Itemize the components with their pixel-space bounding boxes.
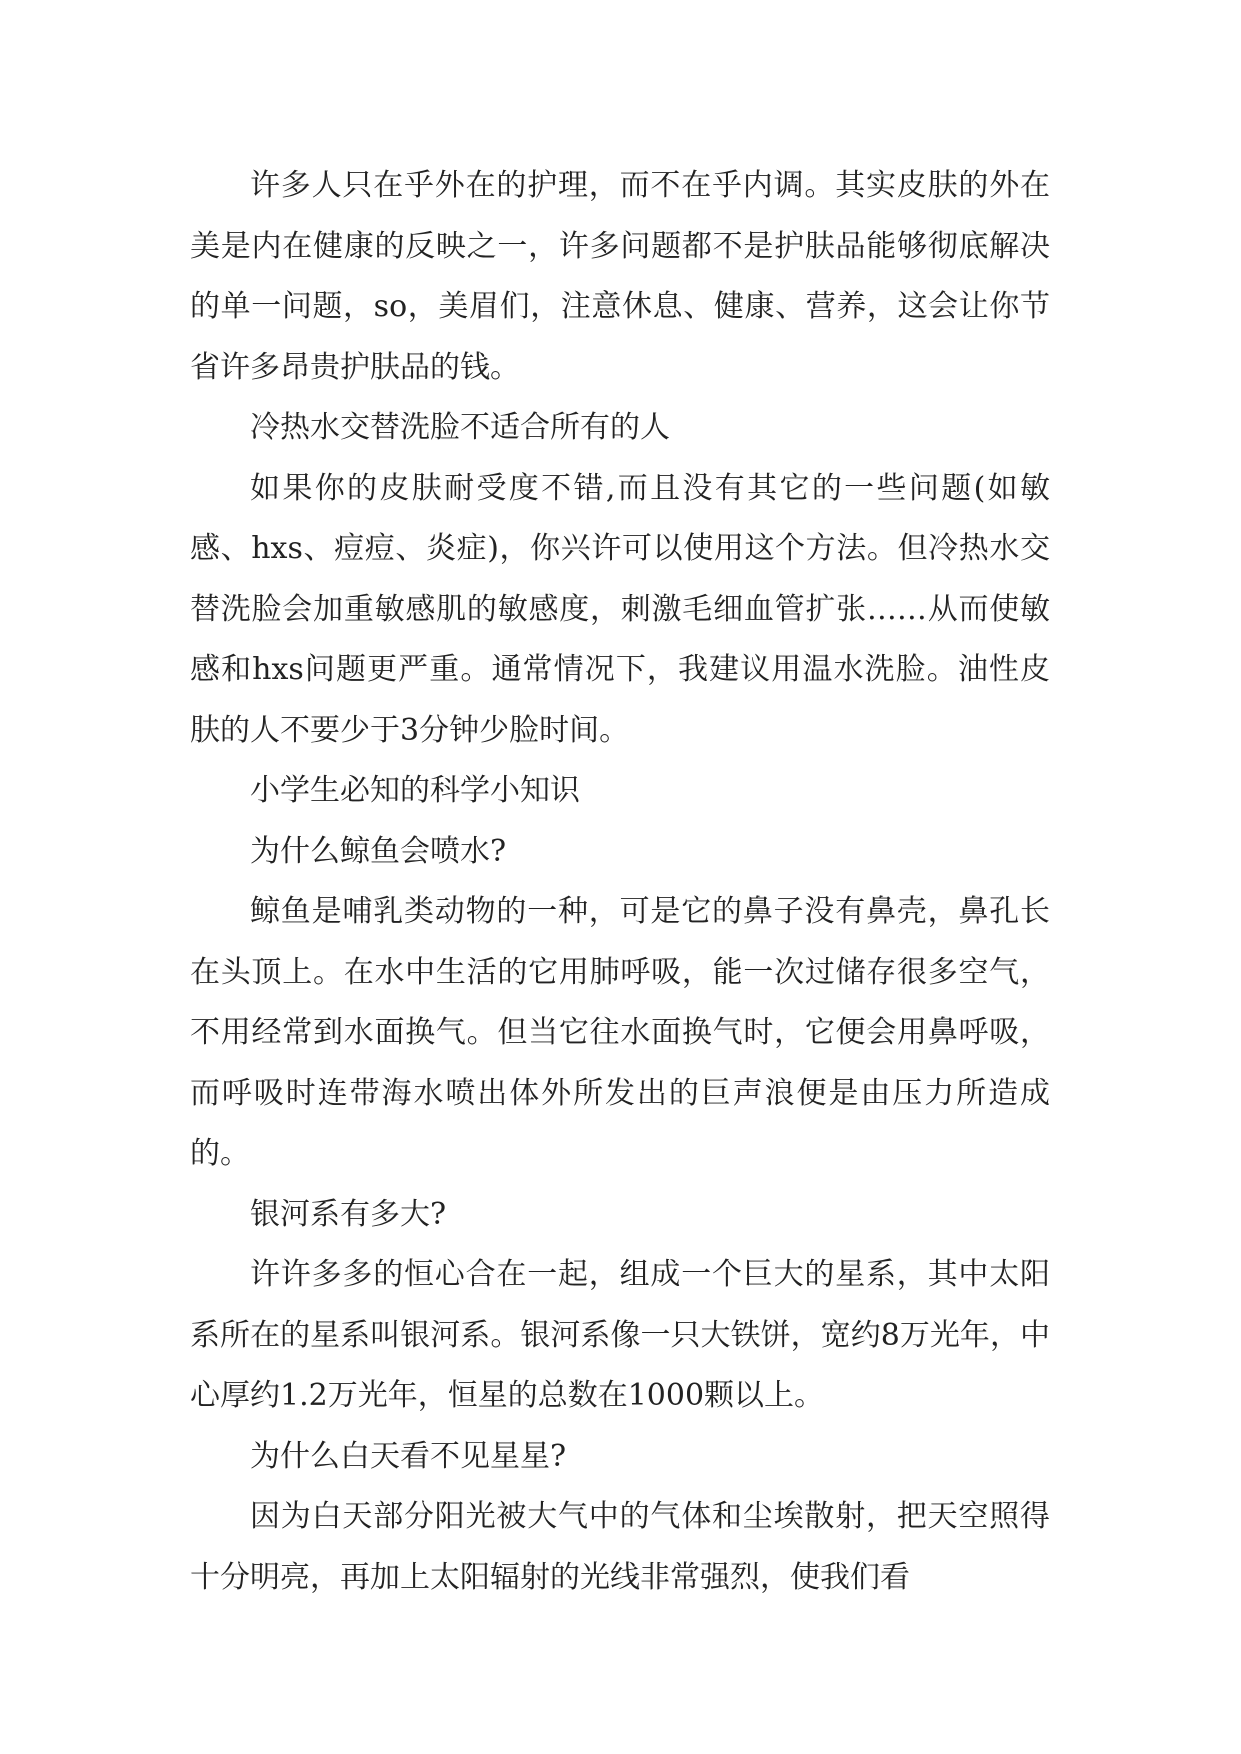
answer-stars-daytime: 因为白天部分阳光被大气中的气体和尘埃散射，把天空照得十分明亮，再加上太阳辐射的光线非常强烈，使我们看 xyxy=(190,1499,1050,1595)
document-body xyxy=(190,156,1050,1608)
question-whale-spray: 为什么鲸鱼会喷水? xyxy=(250,833,507,869)
question-stars-daytime: 为什么白天看不见星星? xyxy=(250,1438,567,1474)
paragraph-skin-care-intro: 许多人只在乎外在的护理，而不在乎内调。其实皮肤的外在美是内在健康的反映之一，许多问题都不是护肤品能够彻底解决的单一问题，so，美眉们，注意休息、健康、营养，这会让你节省许多昂贵护肤品的钱。 xyxy=(190,168,1050,385)
answer-milky-way-size: 许许多多的恒心合在一起，组成一个巨大的星系，其中太阳系所在的星系叫银河系。银河系像一只大铁饼，宽约8万光年，中心厚约1.2万光年，恒星的总数在1000颗以上。 xyxy=(190,1257,1050,1413)
heading-hot-cold-wash: 冷热水交替洗脸不适合所有的人 xyxy=(250,410,670,445)
paragraph-hot-cold-wash: 如果你的皮肤耐受度不错,而且没有其它的一些问题(如敏感、hxs、痘痘、炎症)，你兴许可以使用这个方法。但冷热水交替洗脸会加重敏感肌的敏感度，刺激毛细血管扩张……从而使敏感和hxs问题更严重。通常情况下，我建议用温水洗脸。油性皮肤的人不要少于3分钟少脸时间。 xyxy=(190,470,1050,748)
heading-science-knowledge: 小学生必知的科学小知识 xyxy=(250,773,580,808)
question-milky-way-size: 银河系有多大? xyxy=(250,1196,447,1232)
answer-whale-spray: 鲸鱼是哺乳类动物的一种，可是它的鼻子没有鼻壳，鼻孔长在头顶上。在水中生活的它用肺呼吸，能一次过储存很多空气，不用经常到水面换气。但当它往水面换气时，它便会用鼻呼吸，而呼吸时连带海水喷出体外所发出的巨声浪便是由压力所造成的。 xyxy=(190,894,1050,1171)
